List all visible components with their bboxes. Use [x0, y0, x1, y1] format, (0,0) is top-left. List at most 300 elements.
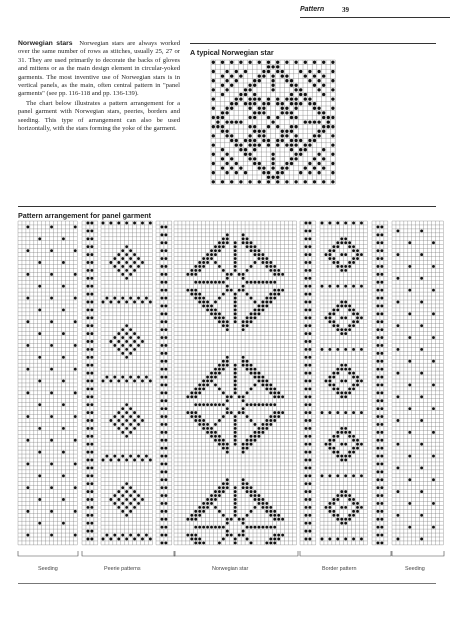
border-divider-right-stitch: [377, 478, 380, 481]
border-divider-left-stitch: [305, 522, 308, 525]
peerie-divider-right-stitch: [164, 241, 167, 244]
star-stitch: [225, 111, 228, 114]
peerie-divider-left-stitch: [90, 482, 93, 485]
peerie-divider-left-stitch: [90, 324, 93, 327]
seeding-left-panel-lines: [18, 221, 77, 545]
star-chart-title: A typical Norwegian star: [190, 48, 274, 57]
peerie-panel-stitch: [113, 415, 116, 418]
seeding-left-panel-stitch: [38, 237, 41, 240]
norwegian-star-panel-stitch: [210, 376, 213, 379]
star-stitch: [235, 171, 238, 174]
peerie-panel-stitch: [113, 376, 116, 379]
norwegian-star-panel-stitch: [214, 301, 217, 304]
norwegian-star-panel-stitch: [194, 403, 197, 406]
border-panel-stitch: [356, 384, 359, 387]
seeding-left-panel-stitch: [62, 285, 65, 288]
peerie-panel-stitch: [125, 506, 128, 509]
border-divider-left-stitch: [305, 293, 308, 296]
norwegian-star-panel-stitch: [222, 324, 225, 327]
star-stitch: [239, 166, 242, 169]
star-stitch: [308, 70, 311, 73]
star-stitch: [244, 153, 247, 156]
peerie-panel-stitch: [109, 340, 112, 343]
border-panel-stitch: [332, 502, 335, 505]
seeding-left-panel-stitch: [74, 463, 77, 466]
peerie-panel-stitch: [121, 344, 124, 347]
norwegian-star-panel-stitch: [222, 538, 225, 541]
norwegian-star-panel-stitch: [234, 510, 237, 513]
peerie-panel-stitch: [113, 336, 116, 339]
border-panel-stitch: [344, 395, 347, 398]
peerie-panel-stitch: [133, 506, 136, 509]
norwegian-star-panel-stitch: [258, 257, 261, 260]
peerie-divider-right-stitch: [161, 241, 164, 244]
peerie-panel-stitch: [137, 257, 140, 260]
peerie-divider-left-stitch: [90, 474, 93, 477]
border-panel-stitch: [352, 502, 355, 505]
border-panel-stitch: [340, 380, 343, 383]
star-stitch: [258, 134, 261, 137]
border-panel-stitch: [344, 538, 347, 541]
norwegian-star-panel-stitch: [218, 265, 221, 268]
seeding-left-panel-stitch: [50, 534, 53, 537]
peerie-divider-left-stitch: [90, 316, 93, 319]
border-divider-left-stitch: [308, 403, 311, 406]
star-stitch: [308, 79, 311, 82]
norwegian-star-panel-stitch: [277, 534, 280, 537]
peerie-divider-left-stitch: [87, 538, 90, 541]
peerie-divider-left-stitch: [87, 222, 90, 225]
border-panel-stitch: [336, 538, 339, 541]
star-stitch: [276, 70, 279, 73]
norwegian-star-panel-stitch: [277, 415, 280, 418]
border-divider-right-stitch: [380, 399, 383, 402]
seeding-left-panel-stitch: [50, 415, 53, 418]
peerie-divider-right-stitch: [164, 470, 167, 473]
star-stitch: [262, 102, 265, 105]
norwegian-star-panel-stitch: [222, 368, 225, 371]
peerie-divider-right-stitch: [161, 415, 164, 418]
star-stitch: [285, 97, 288, 100]
peerie-divider-left-stitch: [87, 340, 90, 343]
peerie-divider-right-stitch: [161, 249, 164, 252]
norwegian-star-panel-stitch: [246, 320, 249, 323]
border-panel-stitch: [336, 498, 339, 501]
border-panel-stitch: [340, 368, 343, 371]
norwegian-star-panel-stitch: [222, 447, 225, 450]
seeding-left-panel-stitch: [26, 226, 29, 229]
border-panel-stitch: [348, 514, 351, 517]
seeding-left-panel-stitch: [38, 403, 41, 406]
border-panel-stitch: [344, 253, 347, 256]
star-stitch: [285, 79, 288, 82]
peerie-divider-right-stitch: [161, 534, 164, 537]
peerie-divider-left-stitch: [87, 380, 90, 383]
seeding-right-panel-stitch: [432, 265, 435, 268]
border-panel-stitch: [332, 312, 335, 315]
seeding-right-panel-stitch: [397, 490, 400, 493]
peerie-panel-stitch: [149, 459, 152, 462]
border-divider-right-stitch: [377, 415, 380, 418]
seeding-right-panel-stitch: [432, 502, 435, 505]
star-stitch: [221, 148, 224, 151]
border-panel-stitch: [344, 474, 347, 477]
peerie-divider-right-stitch: [161, 447, 164, 450]
norwegian-star-panel-stitch: [234, 423, 237, 426]
peerie-divider-right-stitch: [164, 312, 167, 315]
peerie-divider-right-stitch: [161, 510, 164, 513]
norwegian-star-panel-stitch: [234, 490, 237, 493]
star-stitch: [248, 84, 251, 87]
norwegian-star-panel-stitch: [261, 261, 264, 264]
norwegian-star-panel-stitch: [277, 514, 280, 517]
star-stitch: [285, 61, 288, 64]
norwegian-star-chart: [211, 60, 335, 184]
star-stitch: [322, 111, 325, 114]
border-panel-stitch: [356, 257, 359, 260]
border-panel-stitch: [340, 364, 343, 367]
peerie-divider-left-stitch: [90, 372, 93, 375]
star-stitch: [285, 180, 288, 183]
norwegian-star-panel-stitch: [226, 328, 229, 331]
seeding-left-panel-stitch: [26, 534, 29, 537]
peerie-panel-stitch: [117, 490, 120, 493]
norwegian-star-panel-stitch: [222, 241, 225, 244]
border-divider-left-stitch: [305, 253, 308, 256]
star-stitch: [262, 107, 265, 110]
star-stitch: [262, 166, 265, 169]
norwegian-star-panel-stitch: [226, 289, 229, 292]
peerie-divider-left-lines: [82, 221, 98, 545]
norwegian-star-panel-stitch: [206, 427, 209, 430]
seeding-left-panel-stitch: [74, 439, 77, 442]
border-panel-stitch: [360, 380, 363, 383]
norwegian-star-panel-stitch: [234, 514, 237, 517]
norwegian-star-panel-stitch: [222, 245, 225, 248]
star-stitch: [290, 148, 293, 151]
star-stitch: [290, 130, 293, 133]
norwegian-star-panel-stitch: [206, 431, 209, 434]
norwegian-star-panel-stitch: [246, 415, 249, 418]
star-stitch: [313, 180, 316, 183]
norwegian-star-panel-stitch: [250, 443, 253, 446]
norwegian-star-panel-stitch: [202, 542, 205, 545]
star-stitch: [322, 116, 325, 119]
seeding-right-panel-stitch: [420, 538, 423, 541]
peerie-panel-stitch: [133, 222, 136, 225]
norwegian-star-panel-stitch: [273, 534, 276, 537]
star-stitch: [239, 143, 242, 146]
norwegian-star-panel-stitch: [234, 305, 237, 308]
border-divider-right-stitch: [377, 257, 380, 260]
border-divider-right-stitch: [377, 226, 380, 229]
norwegian-star-panel-stitch: [210, 403, 213, 406]
norwegian-star-panel-stitch: [242, 478, 245, 481]
peerie-divider-left-stitch: [90, 229, 93, 232]
peerie-divider-right-stitch: [164, 447, 167, 450]
norwegian-star-panel-stitch: [202, 403, 205, 406]
border-panel-stitch: [332, 498, 335, 501]
border-divider-right-stitch: [377, 336, 380, 339]
peerie-panel-stitch: [109, 538, 112, 541]
border-panel-stitch: [332, 435, 335, 438]
norwegian-star-panel-stitch: [273, 395, 276, 398]
star-stitch: [216, 120, 219, 123]
border-divider-left-stitch: [305, 340, 308, 343]
peerie-panel-stitch: [102, 222, 105, 225]
norwegian-star-panel-stitch: [198, 293, 201, 296]
peerie-divider-right-stitch: [161, 439, 164, 442]
border-divider-left-stitch: [308, 293, 311, 296]
star-stitch: [221, 84, 224, 87]
norwegian-star-panel-stitch: [242, 328, 245, 331]
norwegian-star-panel-stitch: [246, 364, 249, 367]
star-stitch: [317, 134, 320, 137]
norwegian-star-panel-stitch: [269, 297, 272, 300]
border-divider-left-stitch: [305, 474, 308, 477]
border-panel-stitch: [340, 328, 343, 331]
norwegian-star-panel-stitch: [242, 486, 245, 489]
norwegian-star-panel-stitch: [218, 312, 221, 315]
peerie-divider-right-stitch: [161, 257, 164, 260]
seeding-left-panel-stitch: [74, 391, 77, 394]
norwegian-star-panel-stitch: [190, 289, 193, 292]
border-panel-stitch: [336, 435, 339, 438]
peerie-divider-right-stitch: [164, 320, 167, 323]
peerie-panel-stitch: [117, 332, 120, 335]
seeding-right-panel-stitch: [420, 348, 423, 351]
seeding-right-panel-stitch: [408, 407, 411, 410]
star-stitch: [331, 107, 334, 110]
norwegian-star-panel-stitch: [218, 249, 221, 252]
norwegian-star-panel-stitch: [261, 305, 264, 308]
star-stitch: [276, 143, 279, 146]
border-panel-stitch: [356, 510, 359, 513]
norwegian-star-panel-stitch: [218, 439, 221, 442]
seeding-left-panel-stitch: [50, 297, 53, 300]
norwegian-star-panel-stitch: [218, 486, 221, 489]
border-divider-left-stitch: [308, 229, 311, 232]
peerie-divider-left-stitch: [90, 506, 93, 509]
star-stitch: [225, 88, 228, 91]
norwegian-star-panel-stitch: [234, 427, 237, 430]
peerie-divider-right-stitch: [161, 407, 164, 410]
norwegian-star-panel-stitch: [258, 249, 261, 252]
norwegian-star-panel-stitch: [250, 490, 253, 493]
norwegian-star-panel-stitch: [273, 411, 276, 414]
border-panel-stitch: [340, 332, 343, 335]
norwegian-star-panel-stitch: [210, 380, 213, 383]
norwegian-star-panel-stitch: [194, 411, 197, 414]
border-panel-stitch: [356, 439, 359, 442]
norwegian-star-panel-stitch: [261, 281, 264, 284]
peerie-panel-stitch: [117, 261, 120, 264]
border-divider-left-stitch: [308, 364, 311, 367]
norwegian-star-panel-stitch: [273, 297, 276, 300]
star-stitch: [317, 153, 320, 156]
star-stitch: [239, 180, 242, 183]
peerie-panel-stitch: [141, 498, 144, 501]
norwegian-star-panel-stitch: [246, 486, 249, 489]
norwegian-star-panel-stitch: [214, 403, 217, 406]
norwegian-star-panel-stitch: [269, 542, 272, 545]
star-stitch: [230, 166, 233, 169]
star-stitch: [281, 102, 284, 105]
norwegian-star-panel-stitch: [261, 526, 264, 529]
norwegian-star-panel-stitch: [202, 423, 205, 426]
norwegian-star-panel-stitch: [273, 265, 276, 268]
border-divider-left-stitch: [308, 301, 311, 304]
peerie-divider-left-stitch: [87, 474, 90, 477]
norwegian-star-panel-stitch: [234, 241, 237, 244]
peerie-divider-left-stitch: [90, 514, 93, 517]
border-panel-stitch: [336, 324, 339, 327]
star-stitch: [212, 116, 215, 119]
norwegian-star-panel-stitch: [234, 538, 237, 541]
star-stitch: [290, 111, 293, 114]
norwegian-star-panel-stitch: [265, 419, 268, 422]
star-stitch: [327, 125, 330, 128]
border-panel-stitch: [344, 285, 347, 288]
norwegian-star-panel-stitch: [214, 281, 217, 284]
norwegian-star-panel-stitch: [210, 427, 213, 430]
border-panel-stitch: [352, 312, 355, 315]
star-stitch: [267, 61, 270, 64]
star-stitch: [262, 139, 265, 142]
norwegian-star-panel-stitch: [261, 257, 264, 260]
norwegian-star-panel-stitch: [194, 395, 197, 398]
border-divider-right-stitch: [377, 233, 380, 236]
norwegian-star-panel-stitch: [218, 316, 221, 319]
border-divider-right-stitch: [380, 281, 383, 284]
seeding-left-panel-stitch: [74, 534, 77, 537]
border-divider-left-stitch: [308, 411, 311, 414]
border-divider-left-stitch: [305, 530, 308, 533]
seeding-left-panel-stitch: [26, 439, 29, 442]
border-panel-stitch: [340, 431, 343, 434]
seeding-left-panel-stitch: [26, 249, 29, 252]
peerie-divider-right-stitch: [164, 478, 167, 481]
star-stitch: [244, 93, 247, 96]
border-divider-right-stitch: [380, 423, 383, 426]
border-panel-stitch: [344, 332, 347, 335]
norwegian-star-panel-stitch: [234, 443, 237, 446]
peerie-divider-right-stitch: [161, 494, 164, 497]
peerie-panel-stitch: [121, 407, 124, 410]
peerie-panel-stitch: [137, 494, 140, 497]
border-panel-stitch: [344, 411, 347, 414]
border-panel-stitch: [325, 380, 328, 383]
norwegian-star-panel-stitch: [210, 494, 213, 497]
seeding-left-panel-stitch: [50, 249, 53, 252]
norwegian-star-panel-stitch: [242, 277, 245, 280]
norwegian-star-panel-stitch: [250, 403, 253, 406]
border-panel-stitch: [336, 305, 339, 308]
norwegian-star-panel-stitch: [214, 261, 217, 264]
seeding-left-panel: [18, 221, 77, 545]
peerie-panel-stitch: [125, 411, 128, 414]
norwegian-star-panel-stitch: [202, 506, 205, 509]
border-panel-stitch: [352, 222, 355, 225]
peerie-panel-stitch: [145, 376, 148, 379]
border-panel-stitch: [356, 253, 359, 256]
seeding-left-panel-stitch: [26, 273, 29, 276]
norwegian-star-panel-stitch: [206, 498, 209, 501]
border-divider-right-stitch: [380, 502, 383, 505]
border-divider-right-stitch: [377, 439, 380, 442]
peerie-divider-left-stitch: [87, 277, 90, 280]
peerie-panel-stitch: [133, 269, 136, 272]
seeding-left-panel-stitch: [62, 356, 65, 359]
norwegian-star-panel-stitch: [218, 368, 221, 371]
seeding-right-panel-stitch: [408, 241, 411, 244]
star-stitch: [322, 180, 325, 183]
peerie-panel-stitch: [137, 455, 140, 458]
norwegian-star-panel-stitch: [226, 395, 229, 398]
border-divider-right-stitch: [380, 415, 383, 418]
border-divider-left-stitch: [305, 372, 308, 375]
star-stitch: [267, 171, 270, 174]
border-panel-stitch: [340, 253, 343, 256]
star-stitch: [271, 162, 274, 165]
peerie-divider-left-stitch: [90, 530, 93, 533]
norwegian-star-panel-stitch: [261, 423, 264, 426]
star-stitch: [235, 102, 238, 105]
norwegian-star-panel-stitch: [258, 403, 261, 406]
peerie-panel-stitch: [129, 352, 132, 355]
star-stitch: [304, 148, 307, 151]
norwegian-star-panel-stitch: [242, 482, 245, 485]
seeding-left-panel-stitch: [74, 249, 77, 252]
border-panel-stitch: [328, 320, 331, 323]
border-divider-right-stitch: [380, 447, 383, 450]
border-panel-stitch: [348, 265, 351, 268]
peerie-divider-right-stitch: [164, 510, 167, 513]
star-stitch: [317, 111, 320, 114]
star-stitch: [271, 153, 274, 156]
border-divider-right-stitch: [380, 226, 383, 229]
border-panel-stitch: [352, 451, 355, 454]
peerie-divider-right-stitch: [161, 542, 164, 545]
peerie-divider-left-stitch: [87, 261, 90, 264]
border-panel-stitch: [336, 348, 339, 351]
peerie-panel-stitch: [113, 494, 116, 497]
star-stitch: [248, 107, 251, 110]
norwegian-star-panel-stitch: [254, 490, 257, 493]
peerie-divider-left-stitch: [90, 466, 93, 469]
norwegian-star-panel-stitch: [222, 237, 225, 240]
seeding-left-panel-stitch: [50, 226, 53, 229]
star-stitch: [322, 166, 325, 169]
border-panel-stitch: [352, 498, 355, 501]
peerie-divider-right-stitch: [161, 376, 164, 379]
peerie-panel-stitch: [133, 411, 136, 414]
star-stitch: [230, 134, 233, 137]
star-stitch: [262, 130, 265, 133]
norwegian-star-panel-stitch: [246, 538, 249, 541]
border-panel-stitch: [344, 522, 347, 525]
seeding-right-panel-stitch: [432, 289, 435, 292]
norwegian-star-panel-stitch: [281, 289, 284, 292]
border-divider-right-stitch: [377, 328, 380, 331]
peerie-panel-stitch: [145, 455, 148, 458]
star-stitch: [313, 61, 316, 64]
border-panel-stitch: [348, 245, 351, 248]
star-stitch: [248, 180, 251, 183]
norwegian-star-panel-stitch: [246, 241, 249, 244]
norwegian-star-panel-stitch: [242, 360, 245, 363]
peerie-divider-left-stitch: [87, 285, 90, 288]
